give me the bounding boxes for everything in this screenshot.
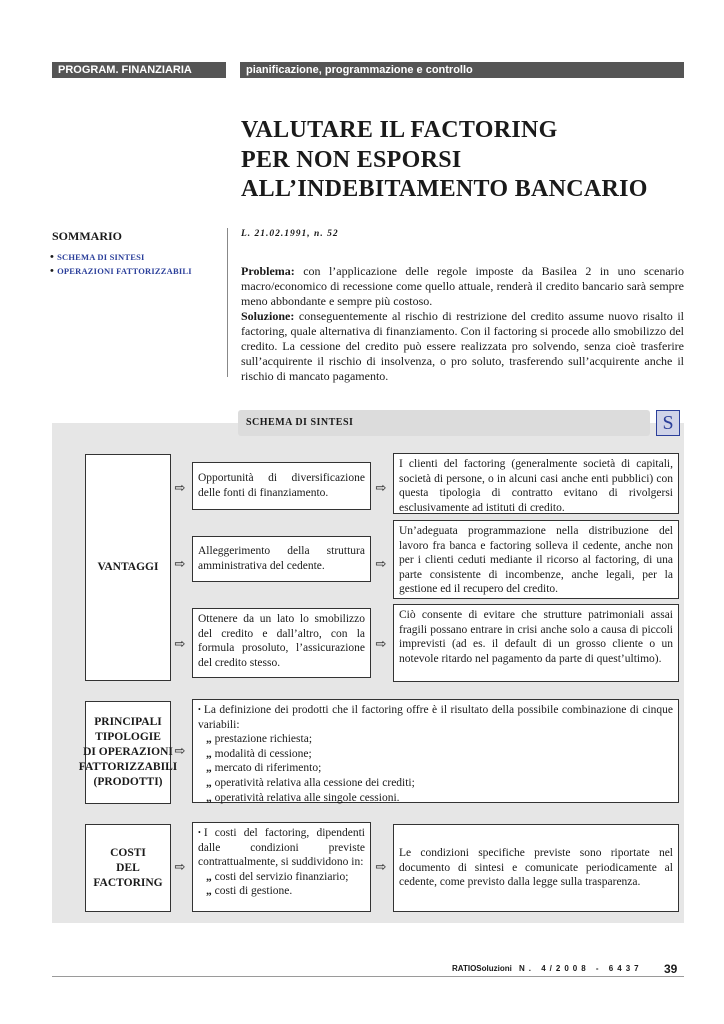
cell-text: Ottenere da un lato lo smobilizzo del credito e dall’altro, con la formula prosoluto, l’assicurazione del credito stesso. <box>198 613 365 669</box>
schema-badge: S <box>656 410 680 436</box>
column-divider <box>227 228 228 377</box>
label-line: DEL FACTORING <box>93 861 163 889</box>
section-header <box>52 62 226 78</box>
subtitle-header <box>240 62 684 78</box>
list-item: operatività relativa alle singole cessioni. <box>214 791 400 804</box>
bullet-icon: • <box>198 828 201 837</box>
soluzione-paragraph <box>241 309 684 384</box>
bullet-icon: „ <box>206 733 215 746</box>
page-number: 39 <box>664 962 678 976</box>
bullet-icon: • <box>50 251 55 263</box>
title-line: ALL’INDEBITAMENTO BANCARIO <box>241 176 648 202</box>
costi-label-box <box>85 824 171 912</box>
title-line: PER NON ESPORSI <box>241 146 462 173</box>
costi-intro: I costi del factoring, dipendenti dalle condizioni previste contrattualmente, si suddividono in: <box>198 827 365 869</box>
problema-text: con l’applicazione delle regole imposte da Basilea 2 in uno scenario macro/economico di recessione come quello attuale, renderà il credito bancario sarà sempre meno abbondante e sempre più costoso. <box>241 264 684 308</box>
title-line: VALUTARE IL FACTORING <box>241 117 558 143</box>
sommario-item-label: OPERAZIONI FATTORIZZABILI <box>57 266 192 276</box>
page-title <box>241 116 711 205</box>
right-arrow-icon: ⇨ <box>375 480 387 495</box>
cell-text: Le condizioni specifiche previste sono riportate nel documento di sintesi e comunicate periodicamente al cedente, come previsto dalla legge sulla trasparenza. <box>399 847 673 889</box>
soluzione-label: Soluzione: <box>241 309 295 323</box>
vantaggi-right-cell <box>393 453 679 514</box>
right-arrow-icon: ⇨ <box>375 859 387 874</box>
list-item: mercato di riferimento; <box>214 762 322 775</box>
right-arrow-icon: ⇨ <box>375 636 387 651</box>
list-item: costi di gestione. <box>214 885 293 898</box>
vantaggi-middle-cell <box>192 608 371 678</box>
cell-text: Un’adeguata programmazione nella distribuzione del lavoro fra banca e factoring solleva il cedente, anche non per i clienti ceduti mediante il ricorso al factoring, di una parte consistente di incombenze, anche legali, per la gestione ed il recupero del credito. <box>399 525 673 596</box>
right-arrow-icon: ⇨ <box>174 556 186 571</box>
list-item: costi del servizio finanziario; <box>214 870 349 883</box>
problema-label: Problema: <box>241 264 295 278</box>
bullet-icon: „ <box>206 747 215 760</box>
right-arrow-icon: ⇨ <box>174 480 186 495</box>
cell-text: I clienti del factoring (generalmente società di capitali, società di persone, o in alcuni casi anche enti pubblici) con questa tipologia di contratto evitano di rivolgersi esclusivamente ad istituti di credito. <box>399 458 673 514</box>
tipologie-label-box <box>78 701 178 804</box>
schema-heading: SCHEMA DI SINTESI <box>238 410 650 436</box>
right-arrow-icon: ⇨ <box>174 859 186 874</box>
label-line: TIPOLOGIE <box>95 731 161 743</box>
vantaggi-right-cell <box>393 520 679 599</box>
sommario-item-label: SCHEMA DI SINTESI <box>57 252 145 262</box>
cell-text: Ciò consente di evitare che strutture patrimoniali assai fragili possano entrare in crisi anche solo a causa di piccoli imprevisti (ad es. il default di un grosso cliente o un notevole ritardo nel pagamento da parte di quest’ultimo). <box>399 609 673 665</box>
subtitle-label: pianificazione, programmazione e controllo <box>246 64 473 76</box>
section-label: PROGRAM. FINANZIARIA <box>58 64 192 76</box>
footer-brand: RATIOSoluzioni <box>452 964 512 973</box>
costi-right-cell <box>393 824 679 912</box>
tipologie-cell <box>192 699 679 803</box>
list-item: prestazione richiesta; <box>214 733 313 746</box>
problema-paragraph <box>241 264 684 309</box>
label-line: FATTORIZZABILI <box>78 761 178 773</box>
bullet-icon: „ <box>206 791 215 804</box>
law-reference: L. 21.02.1991, n. 52 <box>241 229 339 239</box>
label-line: DI OPERAZIONI <box>83 746 173 758</box>
footer-issue: N. 4/2008 - 6437 <box>519 964 643 973</box>
bullet-icon: „ <box>206 870 215 883</box>
list-item: operatività relativa alla cessione dei crediti; <box>214 776 415 789</box>
label-line: COSTI <box>110 846 146 859</box>
bullet-icon: „ <box>206 885 215 898</box>
vantaggi-label-box <box>85 454 171 681</box>
bullet-icon: „ <box>206 776 215 789</box>
label-line: (PRODOTTI) <box>93 776 163 788</box>
right-arrow-icon: ⇨ <box>174 743 186 758</box>
cell-text: Opportunità di diversificazione delle fonti di finanziamento. <box>198 472 365 499</box>
bullet-icon: • <box>50 265 55 277</box>
vantaggi-right-cell <box>393 604 679 682</box>
right-arrow-icon: ⇨ <box>375 556 387 571</box>
soluzione-text: conseguentemente al rischio di restrizione del credito assume nuovo risalto il factoring, quale alternativa di finanziamento. Con il factoring si procede allo smobilizzo del credito. La cessione del credito può essere realizzata pro solvendo, senza cioè trasferire sull’acquirente il rischio di insolvenza, o pro soluto, trasferendo sull’acquirente anche il rischio di mancato pagamento. <box>241 309 684 383</box>
label-line: PRINCIPALI <box>94 716 162 728</box>
cell-text: Alleggerimento della struttura amministrativa del cedente. <box>198 545 365 572</box>
vantaggi-label: VANTAGGI <box>97 561 159 573</box>
costi-middle-cell <box>192 822 371 912</box>
vantaggi-middle-cell <box>192 462 371 510</box>
sommario-heading: SOMMARIO <box>52 229 122 243</box>
bullet-icon: „ <box>206 762 215 775</box>
bullet-icon: • <box>198 705 201 714</box>
list-item: modalità di cessione; <box>214 747 312 760</box>
sommario-item[interactable] <box>50 265 192 277</box>
tipologie-intro: La definizione dei prodotti che il factoring offre è il risultato della possibile combinazione di cinque variabili: <box>198 704 673 731</box>
right-arrow-icon: ⇨ <box>174 636 186 651</box>
vantaggi-middle-cell <box>192 536 371 582</box>
sommario-item[interactable] <box>50 251 145 263</box>
footer-divider <box>52 976 684 977</box>
